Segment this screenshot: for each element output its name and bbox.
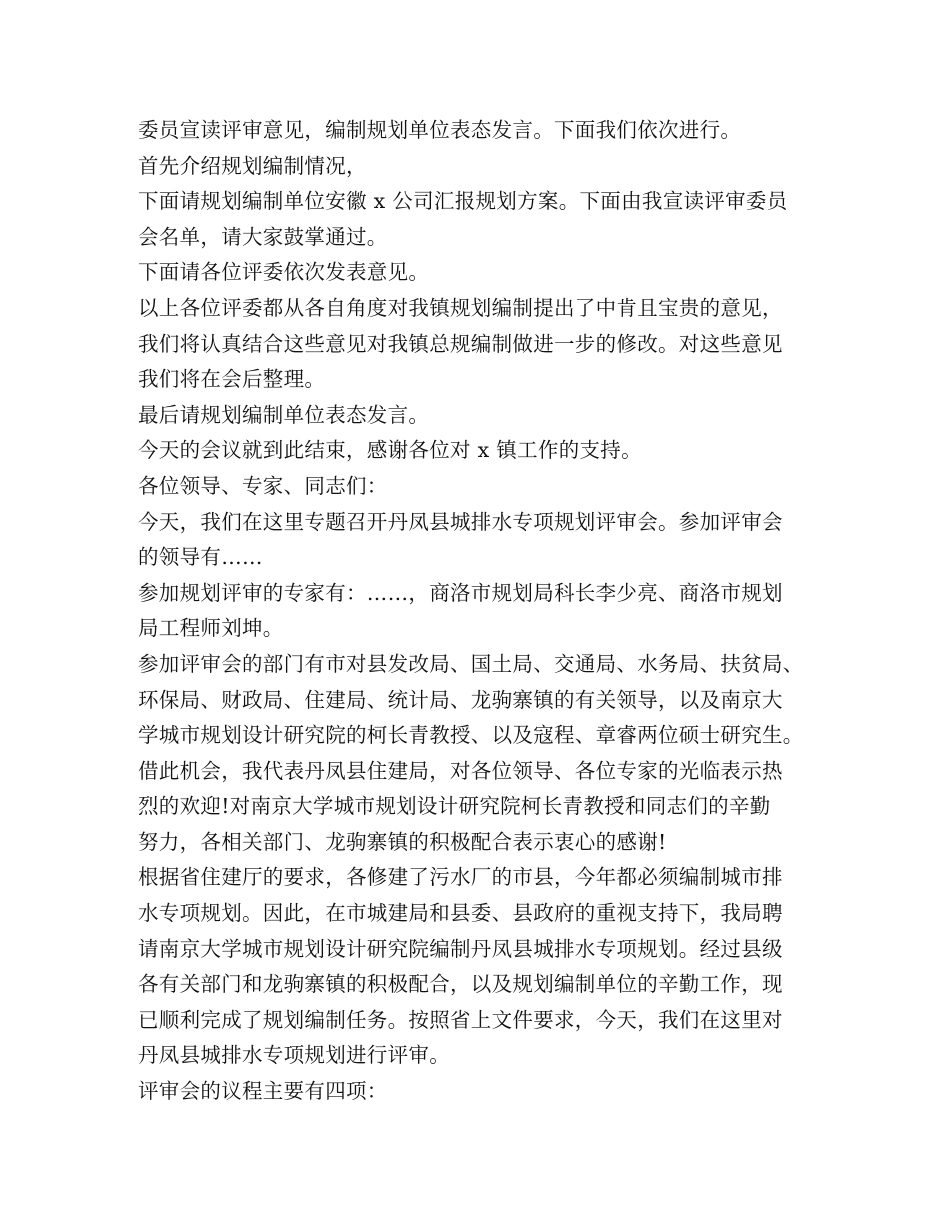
text-line: 下面请各位评委依次发表意见。 [138,260,430,285]
text-line: 参加评审会的部门有市对县发改局、国土局、交通局、水务局、扶贫局、 [138,651,804,676]
text-line: 今天，我们在这里专题召开丹凤县城排水专项规划评审会。参加评审会 [138,509,783,534]
document-body [138,113,838,1110]
text-line: 我们将认真结合这些意见对我镇总规编制做进一步的修改。对这些意见 [138,331,783,356]
text-line: 各位领导、专家、同志们： [138,473,388,498]
text-line: 各有关部门和龙驹寨镇的积极配合，以及规划编制单位的辛勤工作，现 [138,972,783,997]
text-line: 以上各位评委都从各自角度对我镇规划编制提出了中肯且宝贵的意见， [138,295,783,320]
text-line: 已顺利完成了规划编制任务。按照省上文件要求，今天，我们在这里对 [138,1007,783,1032]
text-line: 首先介绍规划编制情况， [138,153,367,178]
text-line: 丹凤县城排水专项规划进行评审。 [138,1043,450,1068]
text-line: 水专项规划。因此，在市城建局和县委、县政府的重视支持下，我局聘 [138,901,783,926]
text-line: 委员宣读评审意见，编制规划单位表态发言。下面我们依次进行。 [138,118,742,142]
text-line: 烈的欢迎!对南京大学城市规划设计研究院柯长青教授和同志们的辛勤 [138,794,771,819]
text-line: 会名单，请大家鼓掌通过。 [138,224,388,249]
text-line: 学城市规划设计研究院的柯长青教授、以及寇程、章睿两位硕士研究生。 [138,723,804,748]
text-line: 借此机会，我代表丹凤县住建局，对各位领导、各位专家的光临表示热 [138,758,783,783]
text-line: 最后请规划编制单位表态发言。 [138,402,430,427]
text-line: 的领导有…… [138,545,263,570]
text-line: 下面请规划编制单位安徽 x 公司汇报规划方案。下面由我宣读评审委员 [138,189,788,214]
text-line: 我们将在会后整理。 [138,367,326,392]
text-line: 参加规划评审的专家有：……，商洛市规划局科长李少亮、商洛市规划 [138,580,783,605]
text-line: 评审会的议程主要有四项： [138,1079,388,1104]
text-line: 环保局、财政局、住建局、统计局、龙驹寨镇的有关领导，以及南京大 [138,687,783,712]
text-line: 请南京大学城市规划设计研究院编制丹凤县城排水专项规划。经过县级 [138,936,783,961]
text-line: 根据省住建厅的要求，各修建了污水厂的市县，今年都必须编制城市排 [138,865,783,890]
text-line: 局工程师刘坤。 [138,616,284,641]
text-line: 努力，各相关部门、龙驹寨镇的积极配合表示衷心的感谢! [138,829,667,854]
text-line: 今天的会议就到此结束，感谢各位对 x 镇工作的支持。 [138,438,642,463]
